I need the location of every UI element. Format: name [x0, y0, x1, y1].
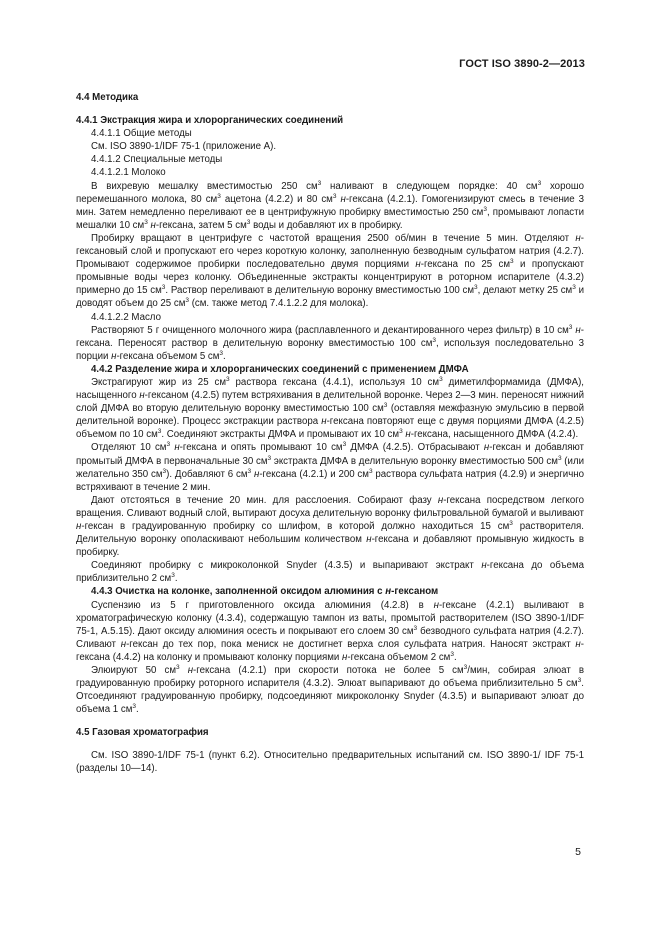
paragraph-alumina-2: Элюируют 50 $см^3$ н-гексана (4.2.1) при скорости потока не более 5 $см^3$/мин, собирая элюат в градуированную пробирку роторного испарителя (4.3.2). Элюат выпаривают до объема приблизительно 5 $см^3$. Отсоединяют градуированную пробирку, подсоединяют микроколонку Snyder (4.3.5) и выпаривают элюат до объема 1 $см^3$.	[76, 663, 585, 716]
standard-designation: ГОСТ ISO 3890-2—2013	[459, 58, 585, 70]
subsection-4-4-1-2: 4.4.1.2 Специальные методы	[91, 154, 223, 166]
section-title-4-4: 4.4 Методика	[76, 92, 139, 103]
reference-4-4-1-1: См. ISO 3890-1/IDF 75-1 (приложение А).	[91, 141, 277, 153]
paragraph-dmfa-1: Экстрагируют жир из 25 $см^3$ раствора гексана (4.4.1), используя 10 $см^3$ диметилформамида (ДМФА), насыщенного н-гексаном (4.2.5) путем встряхивания в делительной воронке. Через 2—3 мин. переносят нижний слой ДМФА во вторую делительную воронку вместимостью 100 $см^3$ (оставляя межфазную эмульсию в первой делительной воронке). Процесс экстракции раствора н-гексана повторяют еще с двумя порциями ДМФА (4.2.5) объемом по 10 $см^3$. Соединяют экстракты ДМФА и промывают их 10 $см^3$ н-гексана, насыщенного ДМФА (4.2.4).	[76, 375, 585, 441]
page-number: 5	[575, 846, 581, 858]
subsection-4-4-1-2-2: 4.4.1.2.2 Масло	[91, 311, 161, 323]
paragraph-butter: Растворяют 5 г очищенного молочного жира (расплавленного и декантированного через фильтр) в 10 $см^3$ н-гексана. Переносят раствор в делительную воронку вместимостью 100 $см^3$, используя последовательно 3 порции н-гексана объемом 5 $см^3$.	[76, 323, 584, 362]
paragraph-dmfa-3: Дают отстояться в течение 20 мин. для расслоения. Собирают фазу н-гексана посредством легкого вращения. Сливают водный слой, вытирают досуха делительную воронку фильтровальной бумагой и выливают н-гексан в градуированную пробирку со шлифом, в которой должно находиться 15 $см^3$ растворителя. Делительную воронку ополаскивают небольшим количеством н-гексана и добавляют промывную жидкость в пробирку.	[76, 494, 584, 559]
section-title-4-4-1: 4.4.1 Экстракция жира и хлорорганических соединений	[76, 115, 344, 127]
section-title-4-4-2: 4.4.2 Разделение жира и хлорорганических соединений с применением ДМФА	[91, 363, 469, 375]
paragraph-dmfa-4: Соединяют пробирку с микроколонкой Snyder (4.3.5) и выпаривают экстракт н-гексана до объема приблизительно 2 $см^3$.	[76, 560, 584, 585]
paragraph-dmfa-2: Отделяют 10 $см^3$ н-гексана и опять промывают 10 $см^3$ ДМФА (4.2.5). Отбрасывают н-гексан и добавляют промытый ДМФА в первоначальные 30 $см^3$ экстракта ДМФА в делительную воронку вместимостью 500 $см^3$ (или желательно 350 $см^3$). Добавляют 6 $см^3$ н-гексана (4.2.1) и 200 $см^3$ раствора сульфата натрия (4.2.9) и энергично встряхивают в течение 2 мин.	[76, 441, 585, 493]
subsection-4-4-1-1: 4.4.1.1 Общие методы	[91, 128, 192, 140]
paragraph-milk-1: В вихревую мешалку вместимостью 250 $см^3$ наливают в следующем порядке: 40 $см^3$ хорошо перемешанного молока, 80 $см^3$ ацетона (4.2.2) и 80 $см^3$ н-гексана (4.2.1). Гомогенизируют смесь в течение 3 мин. Затем немедленно переливают ее в центрифужную пробирку вместимостью 250 $см^3$, промывают лопасти мешалки 10 $см^3$ н-гексана, затем 5 $см^3$ воды и добавляют их в пробирку.	[76, 179, 585, 231]
page-content	[76, 91, 584, 775]
paragraph-alumina-1: Суспензию из 5 г приготовленного оксида алюминия (4.2.8) в н-гексане (4.2.1) выливают в хроматографическую колонку (4.3.4), содержащую тампон из ваты, промытой растворителем (ISO 3890-1/IDF 75-1, А.5.15). Дают оксиду алюминия осесть и покрывают его слоем 30 $см^3$ безводного сульфата натрия (4.2.7). Сливают н-гексан до тех пор, пока мениск не достигнет верха слоя сульфата натрия. Наносят экстракт н-гексана (4.4.2) на колонку и промывают колонку порциями н-гексана объемом 2 $см^3$.	[76, 599, 584, 663]
paragraph-gc: См. ISO 3890-1/IDF 75-1 (пункт 6.2). Относительно предварительных испытаний см. ISO 3890-1/ IDF 75-1 (разделы 10—14).	[76, 749, 584, 774]
paragraph-milk-2: Пробирку вращают в центрифуге с частотой вращения 2500 об/мин в течение 5 мин. Отделяют н-гексановый слой и пропускают его через короткую колонку, заполненную безводным сульфатом натрия (4.2.7). Промывают содержимое пробирки последовательно двумя порциями н-гексана по 25 $см^3$ и пропускают промывные воды через колонку. Объединенные экстракты концентрируют в роторном испарителе (4.3.2) примерно до 15 $см^3$. Раствор переливают в делительную воронку вместимостью 100 $см^3$, делают метку 25 $см^3$ и доводят объем до 25 $см^3$ (см. также метод 7.4.1.2.2 для молока).	[76, 232, 584, 310]
subsection-4-4-1-2-1: 4.4.1.2.1 Молоко	[91, 167, 166, 179]
section-title-4-4-3: 4.4.3 Очистка на колонке, заполненной оксидом алюминия с н-гексаном	[91, 586, 439, 598]
section-title-4-5: 4.5 Газовая хроматография	[76, 727, 209, 739]
